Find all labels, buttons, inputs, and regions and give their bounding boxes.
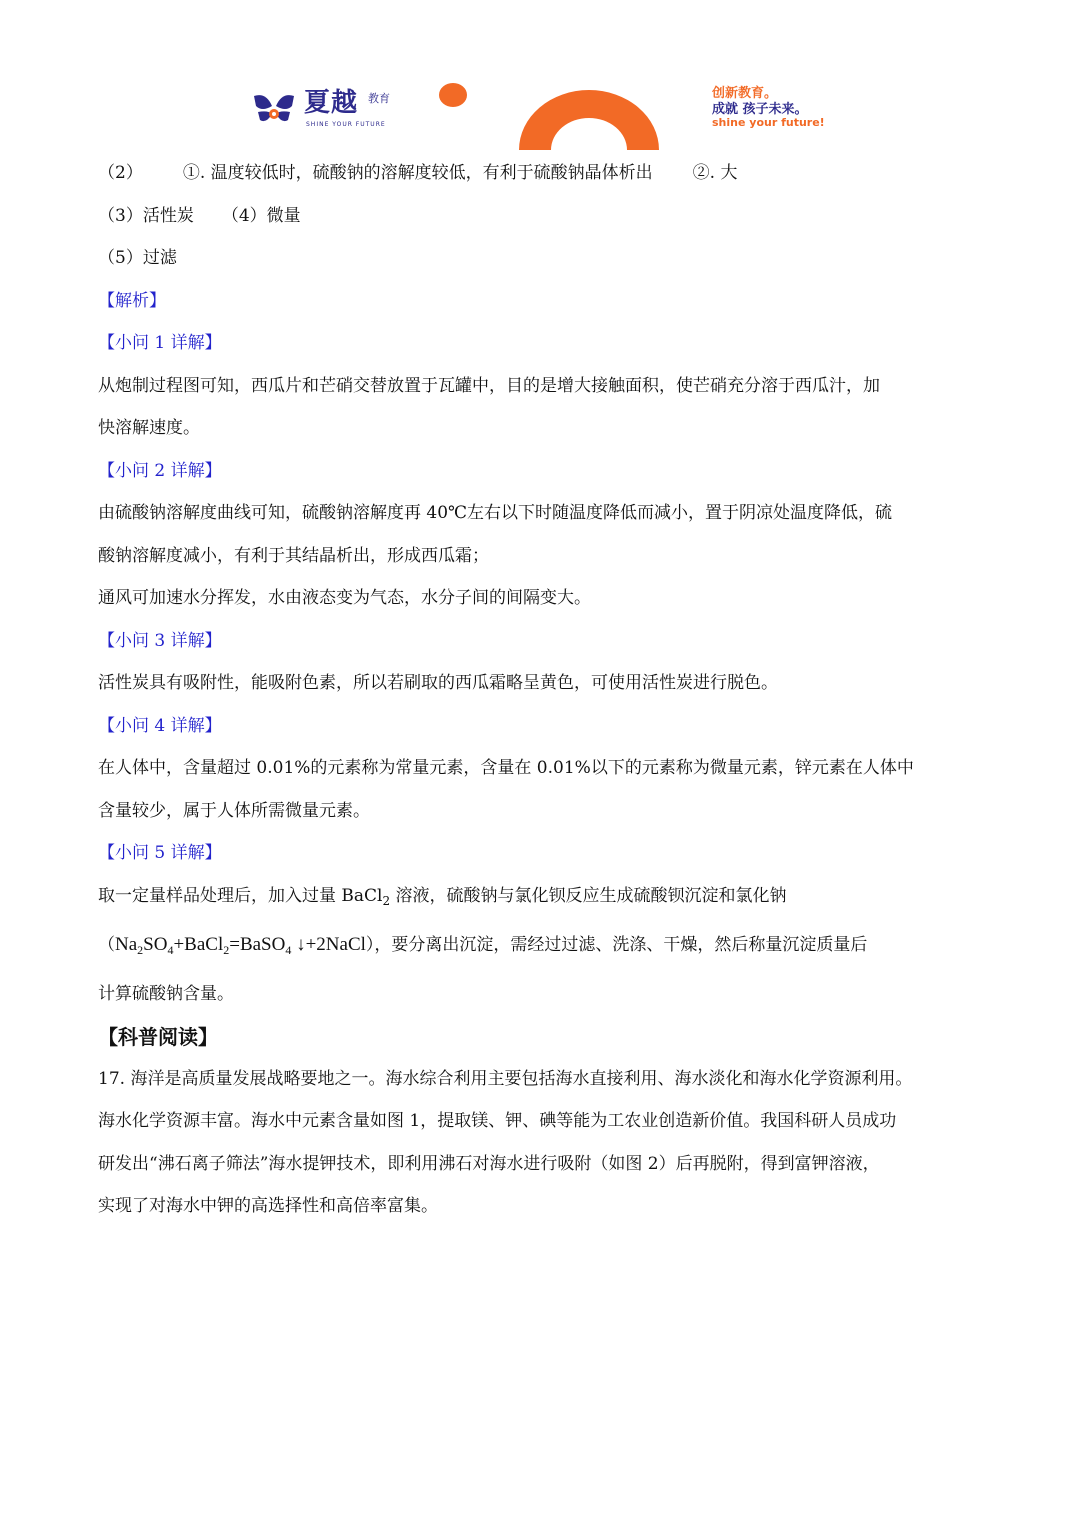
- subquestion-1-text: 快溶解速度。: [98, 418, 200, 438]
- document-body: [98, 152, 988, 1228]
- answer-q5: （5）过滤: [98, 248, 177, 268]
- chemical-equation: [115, 934, 366, 955]
- brand-logo: [252, 88, 402, 138]
- answer-q2-part1: ①. 温度较低时，硫酸钠的溶解度较低，有利于硫酸钠晶体析出: [182, 163, 653, 183]
- subquestion-2-text: 酸钠溶解度减小，有利于其结晶析出，形成西瓜霜；: [98, 545, 489, 566]
- subquestion-5-text: 计算硫酸钠含量。: [98, 984, 234, 1004]
- subscript: 4: [167, 943, 174, 957]
- subquestion-1-title: 【小问 1 详解】: [98, 333, 222, 353]
- logo-name: 夏越: [304, 88, 359, 118]
- eq-term: Na: [115, 934, 138, 955]
- subquestion-3-title: 【小问 3 详解】: [98, 630, 222, 651]
- reading-paragraph-line: 研发出“沸石离子筛法”海水提钾技术，即利用沸石对海水进行吸附（如图 2）后再脱附，得到富钾溶液，: [98, 1153, 880, 1174]
- subquestion-4-text: 在人体中，含量超过 0.01%的元素称为常量元素，含量在 0.01%以下的元素称为微量元素，锌元素在人体中: [98, 758, 914, 778]
- subquestion-2-title: 【小问 2 详解】: [98, 460, 222, 481]
- subquestion-4-title: 【小问 4 详解】: [98, 715, 222, 736]
- subquestion-4-text: 含量较少，属于人体所需微量元素。: [98, 800, 370, 821]
- subquestion-2-text: 由硫酸钠溶解度曲线可知，硫酸钠溶解度再 40℃左右以下时随温度降低而减小，置于阴凉处温度降低，硫: [98, 503, 893, 523]
- slogan-line-1: 创新教育。: [712, 86, 778, 101]
- precipitate-arrow-icon: ↓: [296, 934, 306, 955]
- reading-paragraph-line: 17. 海洋是高质量发展战略要地之一。海水综合利用主要包括海水直接利用、海水淡化和海水化学资源利用。: [98, 1068, 913, 1089]
- logo-tagline: SHINE YOUR FUTURE: [306, 121, 386, 128]
- page-header: [0, 0, 1080, 150]
- subquestion-5-text: [98, 875, 988, 918]
- answer-q4: （4）微量: [221, 205, 301, 226]
- chemical-equation-line: [98, 917, 988, 973]
- answer-q2-part2: ②. 大: [692, 163, 738, 183]
- eq-term: SO: [143, 934, 168, 955]
- text-run: 取一定量样品处理后，加入过量 BaCl: [98, 885, 383, 906]
- subquestion-1-text: 从炮制过程图可知，西瓜片和芒硝交替放置于瓦罐中，目的是增大接触面积，使芒硝充分溶于西瓜汁，加: [98, 375, 880, 396]
- subscript: 2: [382, 893, 391, 908]
- subquestion-5-title: 【小问 5 详解】: [98, 843, 222, 863]
- slogan-line-3: shine your future!: [712, 116, 825, 129]
- reading-paragraph-line: 实现了对海水中钾的高选择性和高倍率富集。: [98, 1196, 438, 1216]
- answer-q2-label: （2）: [98, 163, 143, 183]
- reading-paragraph-line: 海水化学资源丰富。海水中元素含量如图 1，提取镁、钾、碘等能为工农业创造新价值。我国科研人员成功: [98, 1111, 897, 1131]
- brand-slogan: [712, 86, 852, 128]
- eq-term: +2NaCl: [305, 934, 366, 955]
- logo-edu-text: 教育: [368, 92, 390, 105]
- text-run: 溶液，硫酸钠与氯化钡反应生成硫酸钡沉淀和氯化钠: [390, 885, 787, 906]
- orange-dot-decoration: [439, 83, 467, 107]
- analysis-title: 【解析】: [98, 290, 166, 311]
- eq-term: =BaSO: [229, 934, 286, 955]
- section-heading: 【科普阅读】: [98, 1024, 218, 1049]
- subscript: 2: [223, 943, 230, 957]
- answer-q3-q4: [98, 195, 988, 238]
- eq-term: +BaCl: [173, 934, 224, 955]
- subquestion-3-text: 活性炭具有吸附性，能吸附色素，所以若刷取的西瓜霜略呈黄色，可使用活性炭进行脱色。: [98, 673, 778, 693]
- butterfly-logo-icon: [252, 92, 296, 126]
- answer-q2: [98, 152, 988, 195]
- orange-arc-decoration: [519, 90, 659, 150]
- subquestion-2-text: 通风可加速水分挥发，水由液态变为气态，水分子间的间隔变大。: [98, 588, 591, 608]
- text-run: ），要分离出沉淀，需经过过滤、洗涤、干燥，然后称量沉淀质量后: [365, 935, 868, 955]
- slogan-line-2: 成就 孩子未来。: [712, 102, 808, 117]
- subscript: 2: [137, 943, 144, 957]
- answer-q3: （3）活性炭: [98, 205, 194, 226]
- subscript: 4: [285, 943, 292, 957]
- text-run: （: [98, 935, 115, 955]
